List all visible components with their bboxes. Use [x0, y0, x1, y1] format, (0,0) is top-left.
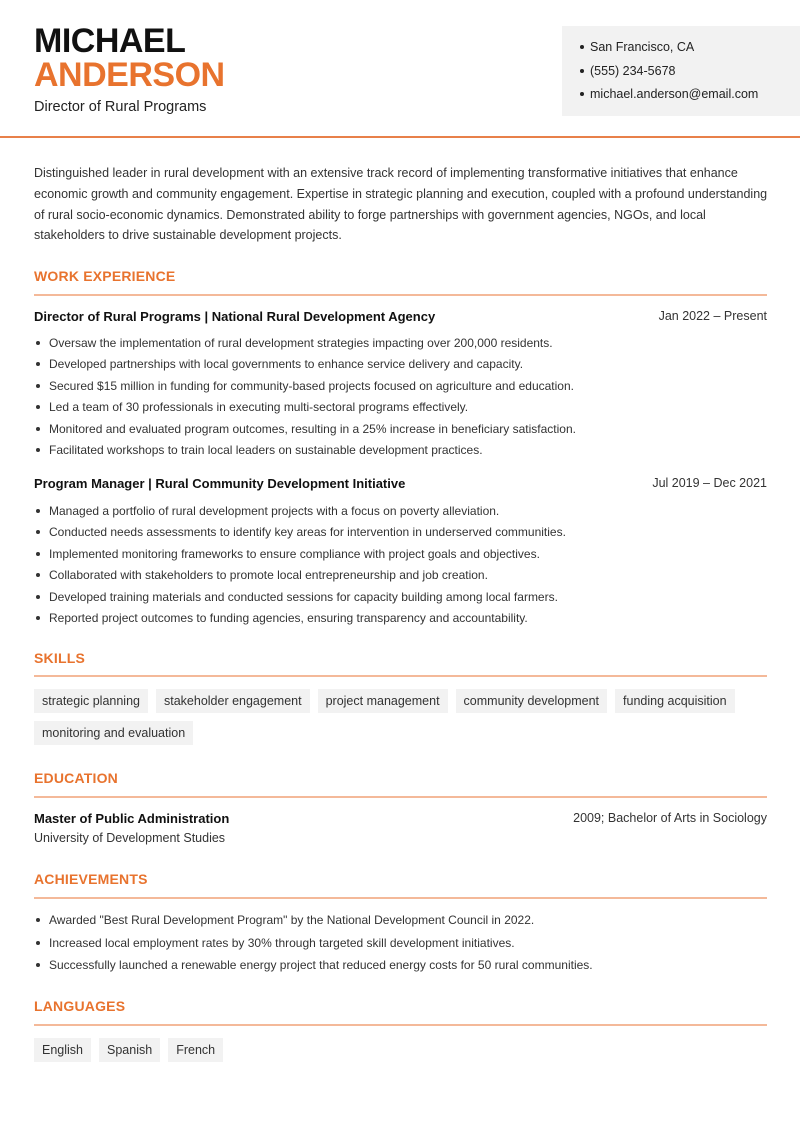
languages-list [34, 1038, 767, 1070]
job-dates: Jul 2019 – Dec 2021 [652, 476, 767, 490]
job-bullets [34, 334, 767, 462]
bullet-text: Monitored and evaluated program outcomes, resulting in a 25% increase in beneficiary satisfaction. [49, 421, 576, 436]
bullet-text: Led a team of 30 professionals in executing multi-sectoral programs effectively. [49, 400, 469, 415]
skill-chip: community development [456, 689, 607, 713]
summary-paragraph: Distinguished leader in rural development with an extensive track record of implementing transformative initiatives that enhance economic growth and community engagement. Expertise in strategic planning and execution, coupled with a profound understanding of rural socio-economic dynamics. Demonstrated ability to forge partnerships with government agencies, NGOs, and local stakeholders to drive sustainable development projects. [34, 166, 768, 243]
bullet-text: Managed a portfolio of rural development projects with a focus on poverty alleviation. [49, 504, 500, 518]
bullet-icon [36, 509, 40, 513]
education-heading: EDUCATION [34, 770, 118, 786]
languages-heading: LANGUAGES [34, 998, 126, 1014]
list-item [34, 956, 767, 979]
bullet-icon [36, 384, 40, 388]
list-item [34, 566, 767, 587]
skill-chip: project management [318, 689, 448, 713]
bullet-icon [36, 552, 40, 556]
language-chip: Spanish [99, 1038, 160, 1062]
bullet-icon [36, 405, 40, 409]
bullet-text: Successfully launched a renewable energy project that reduced energy costs for 50 rural communities. [49, 958, 593, 972]
list-item [34, 441, 767, 462]
work-experience-heading: WORK EXPERIENCE [34, 268, 176, 284]
list-item [34, 355, 767, 376]
skill-chip: monitoring and evaluation [34, 721, 193, 745]
education-date: 2009; Bachelor of Arts in Sociology [573, 811, 767, 825]
section-divider [34, 1024, 767, 1026]
bullet-icon [36, 427, 40, 431]
language-chip: English [34, 1038, 91, 1062]
job-dates: Jan 2022 – Present [658, 309, 767, 323]
bullet-text: Awarded "Best Rural Development Program" by the National Development Council in 2022. [49, 913, 535, 927]
contact-email-text: michael.anderson@email.com [590, 87, 759, 101]
bullet-text: Facilitated workshops to train local leaders on sustainable development practices. [49, 442, 483, 457]
last-name: ANDERSON [34, 56, 225, 94]
job-entry-header [34, 309, 767, 324]
skill-chip: stakeholder engagement [156, 689, 310, 713]
bullet-text: Implemented monitoring frameworks to ensure compliance with project goals and objectives. [49, 546, 540, 561]
resume-header [0, 0, 800, 138]
bullet-text: Secured $15 million in funding for community-based projects focused on agriculture and education. [49, 378, 574, 393]
bullet-text: Developed partnerships with local governments to enhance service delivery and capacity. [49, 357, 524, 372]
education-school: University of Development Studies [34, 831, 226, 845]
job-entry-header [34, 476, 767, 491]
contact-location [580, 38, 800, 62]
list-item [34, 334, 767, 355]
job-bullets [34, 502, 767, 630]
bullet-text: Reported project outcomes to funding agencies, ensuring transparency and accountability. [49, 610, 528, 625]
bullet-icon [36, 595, 40, 599]
list-item [34, 377, 767, 398]
bullet-icon [580, 45, 584, 49]
section-divider [34, 796, 767, 798]
bullet-icon [36, 341, 40, 345]
bullet-icon [36, 530, 40, 534]
list-item [34, 502, 767, 523]
bullet-text: Increased local employment rates by 30% through targeted skill development initiatives. [49, 935, 515, 950]
skills-list [34, 689, 767, 753]
list-item [34, 588, 767, 609]
contact-email [580, 85, 800, 109]
education-degree: Master of Public Administration [34, 811, 230, 826]
first-name: MICHAEL [34, 22, 186, 60]
job-role: Program Manager | Rural Community Development Initiative [34, 476, 406, 491]
contact-phone-text: (555) 234-5678 [590, 63, 676, 78]
bullet-icon [36, 448, 40, 452]
achievements-list [34, 911, 767, 979]
list-item [34, 911, 767, 934]
bullet-icon [36, 941, 40, 945]
list-item [34, 398, 767, 419]
list-item [34, 420, 767, 441]
achievements-heading: ACHIEVEMENTS [34, 871, 148, 887]
bullet-icon [36, 918, 40, 922]
contact-box [562, 26, 800, 116]
bullet-text: Oversaw the implementation of rural development strategies impacting over 200,000 residents. [49, 336, 553, 350]
contact-location-text: San Francisco, CA [590, 40, 695, 54]
skill-chip: funding acquisition [615, 689, 735, 713]
bullet-icon [580, 69, 584, 73]
section-divider [34, 897, 767, 899]
section-divider [34, 294, 767, 296]
bullet-text: Collaborated with stakeholders to promote local entrepreneurship and job creation. [49, 568, 488, 583]
bullet-icon [36, 616, 40, 620]
bullet-icon [36, 362, 40, 366]
bullet-text: Developed training materials and conducted sessions for capacity building among local farmers. [49, 589, 558, 604]
language-chip: French [168, 1038, 223, 1062]
list-item [34, 545, 767, 566]
skills-heading: SKILLS [34, 650, 85, 666]
bullet-icon [36, 963, 40, 967]
bullet-icon [580, 92, 584, 96]
bullet-icon [36, 573, 40, 577]
contact-phone [580, 62, 800, 86]
job-role: Director of Rural Programs | National Rural Development Agency [34, 309, 436, 324]
list-item [34, 934, 767, 957]
skill-chip: strategic planning [34, 689, 148, 713]
job-title: Director of Rural Programs [34, 99, 207, 115]
section-divider [34, 675, 767, 677]
list-item [34, 523, 767, 544]
bullet-text: Conducted needs assessments to identify key areas for intervention in underserved communities. [49, 525, 566, 540]
list-item [34, 609, 767, 630]
